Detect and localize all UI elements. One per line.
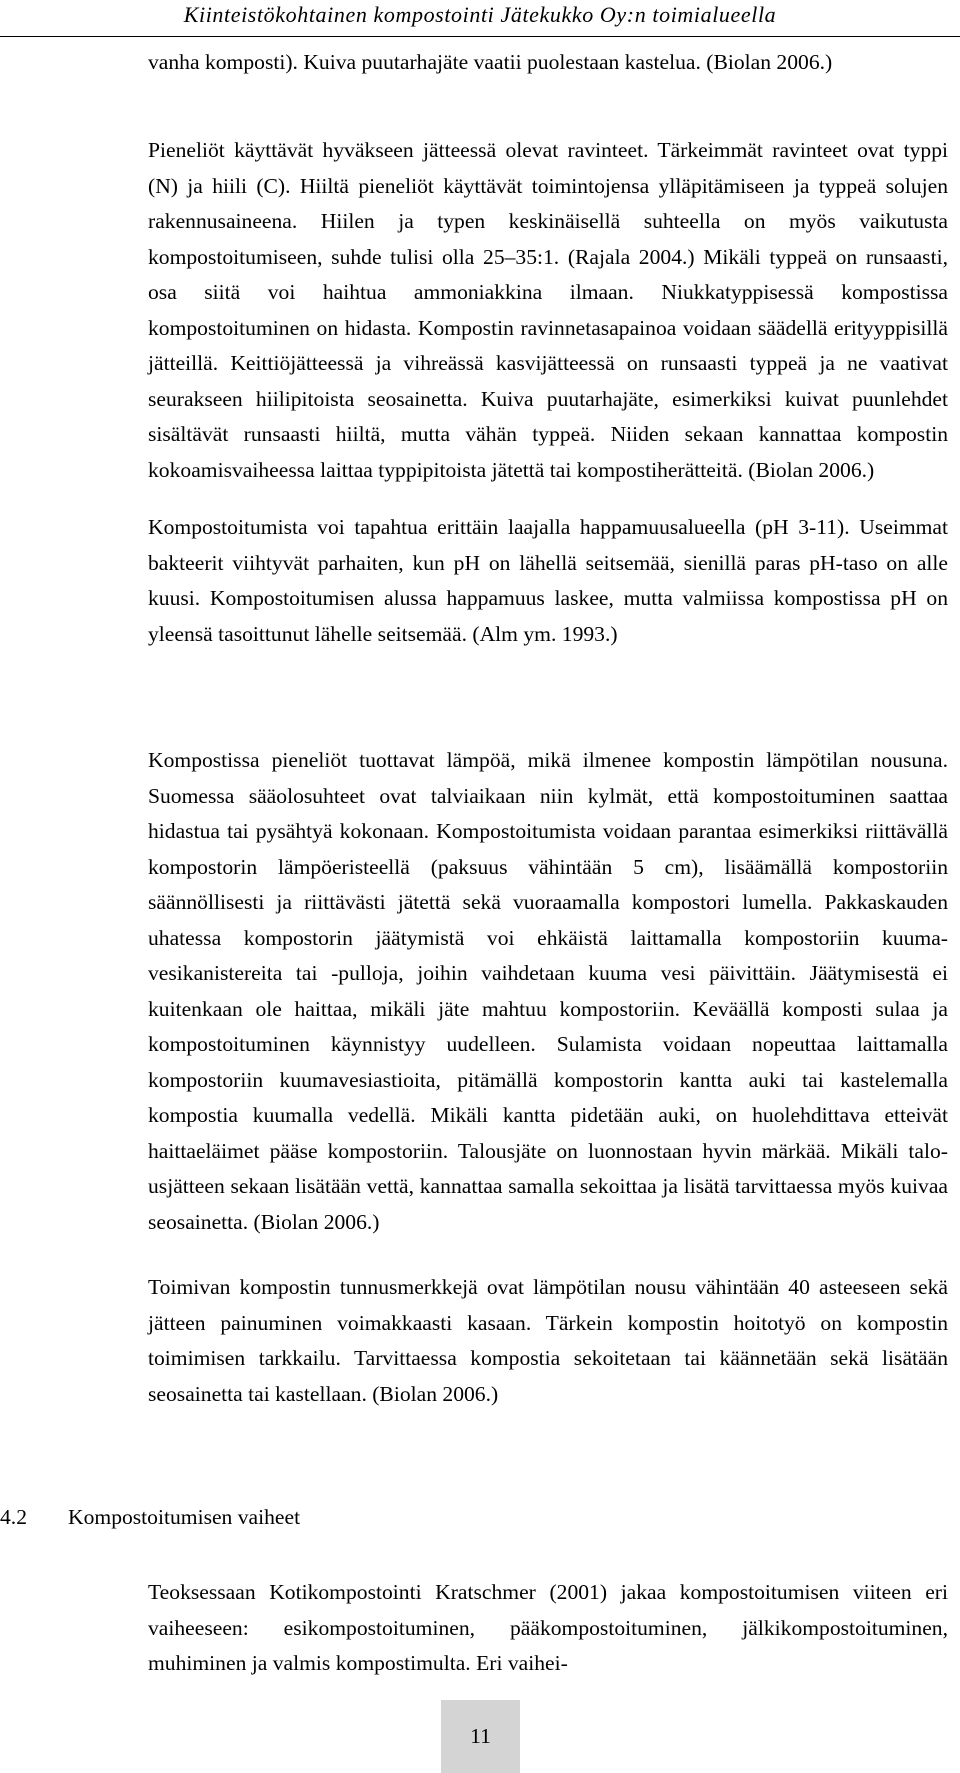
paragraph-text: Toimivan kompostin tunnusmerkkejä ovat lämpötilan nousu vähintään 40 asteeseen sekä jätteen painuminen voimakkaasti kasaan. Tärkein kompostin hoitotyö on kompostin toimimisen tarkkailu. Tarvittaessa kompostia sekoitetaan tai käännetään sekä lisätään seosainetta tai kastellaan. (Biolan 2006.) xyxy=(148,1275,948,1406)
section-heading xyxy=(0,1500,300,1536)
paragraph-text: vanha komposti). Kuiva puutarhajäte vaatii puolestaan kastelua. (Biolan 2006.) xyxy=(148,50,833,74)
paragraph-text: Pieneliöt käyttävät hyväkseen jätteessä olevat ravinteet. Tärkeimmät ravinteet ovat typpi (N) ja hiili (C). Hiiltä pieneliöt käyttävät toimintojensa ylläpitämiseen ja typpeä solujen rakennusaineena. Hiilen ja typen keskinäisellä suhteella on myös vaikutusta kompostoitumiseen, suhde tulisi olla 25–35:1. (Rajala 2004.) Mikäli typpeä on runsaasti, osa siitä voi haihtua ammoniakkina ilmaan. Niukkatyppisessä kompostissa kompostoituminen on hidasta. Kompostin ravinnetasapainoa voidaan säädellä erityyppisillä jätteillä. Keittiöjätteessä ja vihreässä kasvijätteessä on runsaasti typpeä ja ne vaativat seurakseen hiilipitoista seosainetta. Kuiva puutarhajäte, esimerkiksi kuivat puunlehdet sisältävät runsaasti hiiltä, mutta vähän typpeä. Niiden sekaan kannattaa kompostin kokoamisvaiheessa laittaa typpipitoista jätettä tai kompostiherätteitä. (Biolan 2006.) xyxy=(148,138,948,482)
page-number: 11 xyxy=(441,1700,520,1773)
paragraph-4 xyxy=(148,743,948,1240)
running-header: Kiinteistökohtainen kompostointi Jätekukko Oy:n toimialueella xyxy=(0,0,960,37)
section-paragraph xyxy=(148,1575,948,1682)
section-number: 4.2 xyxy=(0,1505,27,1529)
paragraph-text: Kompostissa pieneliöt tuottavat lämpöä, mikä ilmenee kompostin lämpötilan nousuna. Suomessa sääolosuhteet ovat talviaikaan niin kylmät, että kompostoituminen saattaa hidastua tai pysähtyä kokonaan. Kompostoitumista voidaan parantaa esimerkiksi riittävällä kompostorin lämpöeristeellä (paksuus vähintään 5 cm), lisäämällä kompostoriin säännöllisesti ja riittävästi jätettä sekä vuoraamalla kompostori lumella. Pakkaskauden uhatessa kompostorin jäätymistä voi ehkäistä laittamalla kompostoriin kuumavesikanistereita tai -pulloja, joihin vaihdetaan kuuma vesi päivittäin. Jäätymisestä ei kuitenkaan ole haittaa, mikäli jäte mahtuu kompostoriin. Keväällä komposti sulaa ja kompostoituminen käynnistyy uudelleen. Sulamista voidaan nopeuttaa laittamalla kompostoriin kuumavesiastioita, pitämällä kompostorin kantta auki tai kastelemalla kompostia kuumalla vedellä. Mikäli kantta pidetään auki, on huolehdittava etteivät haittaeläimet pääse kompostoriin. Talousjäte on luonnostaan hyvin märkää. Mikäli talousjätteen sekaan lisätään vettä, kannattaa samalla sekoittaa ja lisätä tarvittaessa myös kuivaa seosainetta. (Biolan 2006.) xyxy=(148,748,948,1234)
paragraph-text: Teoksessaan Kotikompostointi Kratschmer (2001) jakaa kompostoitumisen viiteen eri vaiheeseen: esikompostoituminen, pääkompostoituminen, jälkikompostoituminen, muhiminen ja valmis kompostimulta. Eri vaihei- xyxy=(148,1580,948,1675)
paragraph-5 xyxy=(148,1270,948,1412)
paragraph-text: Kompostoitumista voi tapahtua erittäin laajalla happamuusalueella (pH 3-11). Useimmat bakteerit viihtyvät parhaiten, kun pH on lähellä seitsemää, sienillä paras pH-taso on alle kuusi. Kompostoitumisen alussa happamuus laskee, mutta valmiissa kompostissa pH on yleensä tasoittunut lähelle seitsemää. (Alm ym. 1993.) xyxy=(148,515,948,646)
paragraph-1 xyxy=(148,45,948,81)
paragraph-2 xyxy=(148,133,948,488)
section-title: Kompostoitumisen vaiheet xyxy=(68,1505,301,1529)
paragraph-3 xyxy=(148,510,948,652)
